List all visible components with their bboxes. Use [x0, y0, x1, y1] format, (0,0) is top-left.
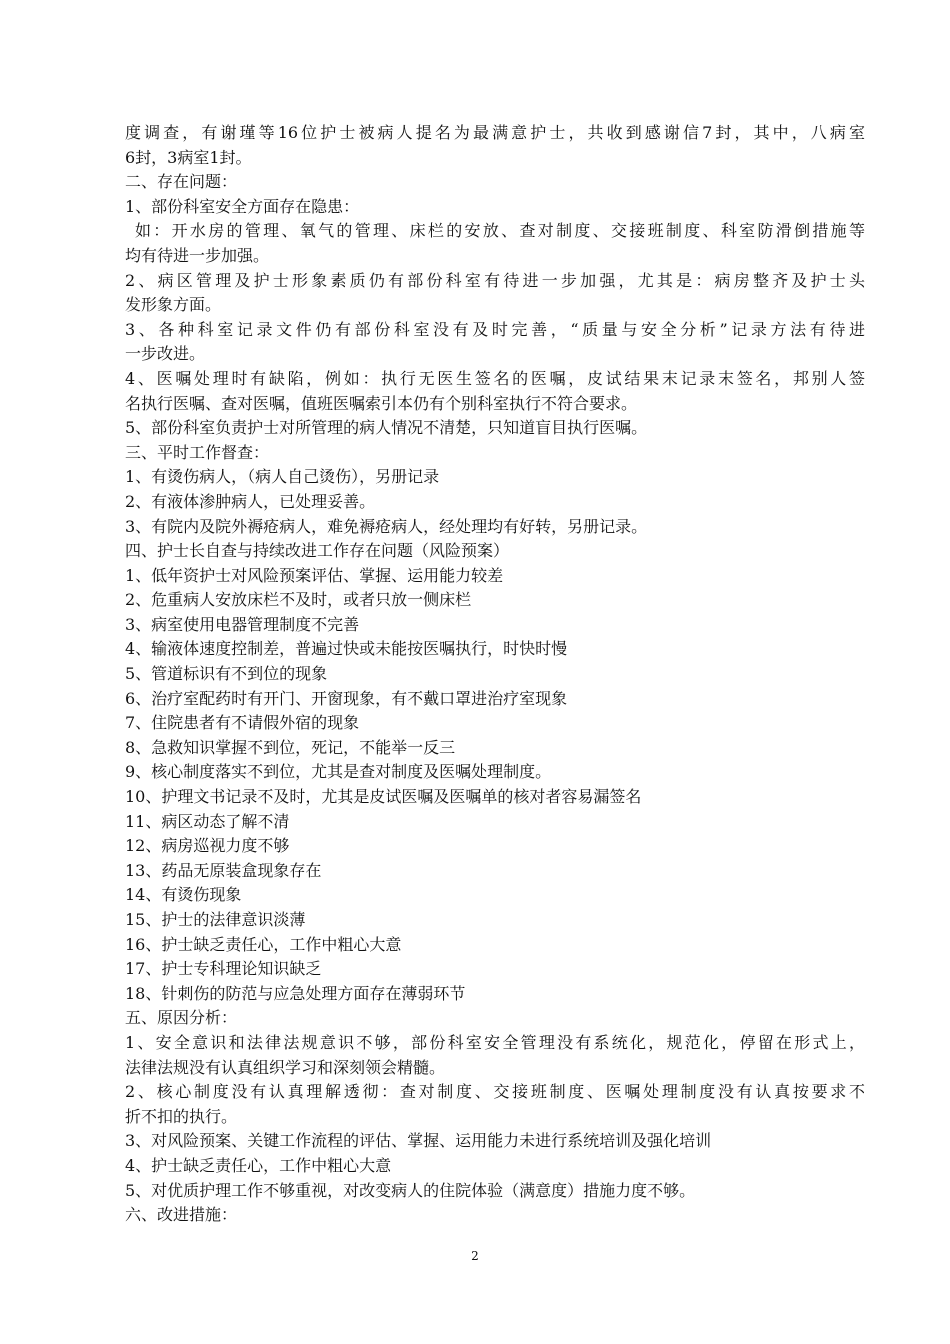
- text-line: 如：开水房的管理、氧气的管理、床栏的安放、查对制度、交接班制度、科室防滑倒措施等: [135, 221, 865, 241]
- text-line: 5、对优质护理工作不够重视，对改变病人的住院体验（满意度）措施力度不够。: [125, 1180, 696, 1200]
- list-item: 1、低年资护士对风险预案评估、掌握、运用能力较差: [125, 565, 504, 585]
- section-heading: 四、护士长自查与持续改进工作存在问题（风险预案）: [125, 541, 510, 561]
- text-line: 3、各种科室记录文件仍有部份科室没有及时完善，“质量与安全分析”记录方法有待进: [125, 319, 865, 339]
- text-line: 4、医嘱处理时有缺陷，例如：执行无医生签名的医嘱，皮试结果末记录末签名，邦别人签: [125, 368, 865, 388]
- list-item: 6、治疗室配药时有开门、开窗现象，有不戴口罩进治疗室现象: [125, 688, 568, 708]
- list-item: 9、核心制度落实不到位，尤其是查对制度及医嘱处理制度。: [125, 762, 552, 782]
- list-item: 13、药品无原装盒现象存在: [125, 860, 322, 880]
- list-item: 18、针刺伤的防范与应急处理方面存在薄弱环节: [125, 983, 466, 1003]
- list-item: 12、病房巡视力度不够: [125, 836, 290, 856]
- section-heading: 二、存在问题：: [125, 172, 238, 192]
- list-item: 14、有烫伤现象: [125, 885, 242, 905]
- list-item: 17、护士专科理论知识缺乏: [125, 959, 322, 979]
- page-number: 2: [471, 1249, 479, 1263]
- text-line: 2、核心制度没有认真理解透彻：查对制度、交接班制度、医嘱处理制度没有认真按要求不: [125, 1082, 865, 1102]
- text-line: 2、病区管理及护士形象素质仍有部份科室有待进一步加强，尤其是：病房整齐及护士头: [125, 270, 865, 290]
- text-line: 1、部份科室安全方面存在隐患：: [125, 196, 360, 216]
- text-line: 3、有院内及院外褥疮病人，难免褥疮病人，经处理均有好转，另册记录。: [125, 516, 648, 536]
- text-line: 一步改进。: [125, 344, 206, 364]
- list-item: 10、护理文书记录不及时，尤其是皮试医嘱及医嘱单的核对者容易漏签名: [125, 787, 642, 807]
- section-heading: 六、改进措施：: [125, 1205, 238, 1225]
- text-line: 4、护士缺乏责任心，工作中粗心大意: [125, 1155, 392, 1175]
- text-line: 发形象方面。: [125, 295, 222, 315]
- text-line: 度调查，有谢瑾等16位护士被病人提名为最满意护士，共收到感谢信7封，其中，八病室: [125, 123, 865, 142]
- list-item: 2、危重病人安放床栏不及时，或者只放一侧床栏: [125, 590, 472, 610]
- document-body: [125, 121, 865, 1228]
- section-heading: 五、原因分析：: [125, 1008, 238, 1028]
- text-line: 名执行医嘱、查对医嘱，值班医嘱索引本仍有个别科室执行不符合要求。: [125, 393, 638, 413]
- list-item: 7、住院患者有不请假外宿的现象: [125, 713, 360, 733]
- list-item: 4、输液体速度控制差，普遍过快或未能按医嘱执行，时快时慢: [125, 639, 568, 659]
- list-item: 15、护士的法律意识淡薄: [125, 910, 306, 929]
- text-line: 均有待进一步加强。: [125, 245, 270, 265]
- text-line: 2、有液体渗肿病人，已处理妥善。: [125, 491, 376, 511]
- text-line: 1、有烫伤病人，（病人自己烫伤），另册记录: [125, 467, 440, 487]
- text-line: 3、对风险预案、关键工作流程的评估、掌握、运用能力未进行系统培训及强化培训: [125, 1131, 712, 1151]
- list-item: 3、病室使用电器管理制度不完善: [125, 614, 360, 634]
- list-item: 11、病区动态了解不清: [125, 811, 290, 831]
- text-line: 5、部份科室负责护士对所管理的病人情况不清楚，只知道盲目执行医嘱。: [125, 418, 648, 438]
- section-heading: 三、平时工作督查：: [125, 442, 270, 462]
- text-line: 法律法规没有认真组织学习和深刻领会精髓。: [125, 1057, 446, 1077]
- text-line: 1、安全意识和法律法规意识不够，部份科室安全管理没有系统化，规范化，停留在形式上，: [125, 1032, 865, 1052]
- list-item: 16、护士缺乏责任心，工作中粗心大意: [125, 934, 402, 954]
- list-item: 5、管道标识有不到位的现象: [125, 664, 328, 684]
- text-line: 折不扣的执行。: [125, 1106, 238, 1126]
- list-item: 8、急救知识掌握不到位，死记，不能举一反三: [125, 737, 456, 757]
- text-line: 6封，3病室1封。: [125, 147, 252, 167]
